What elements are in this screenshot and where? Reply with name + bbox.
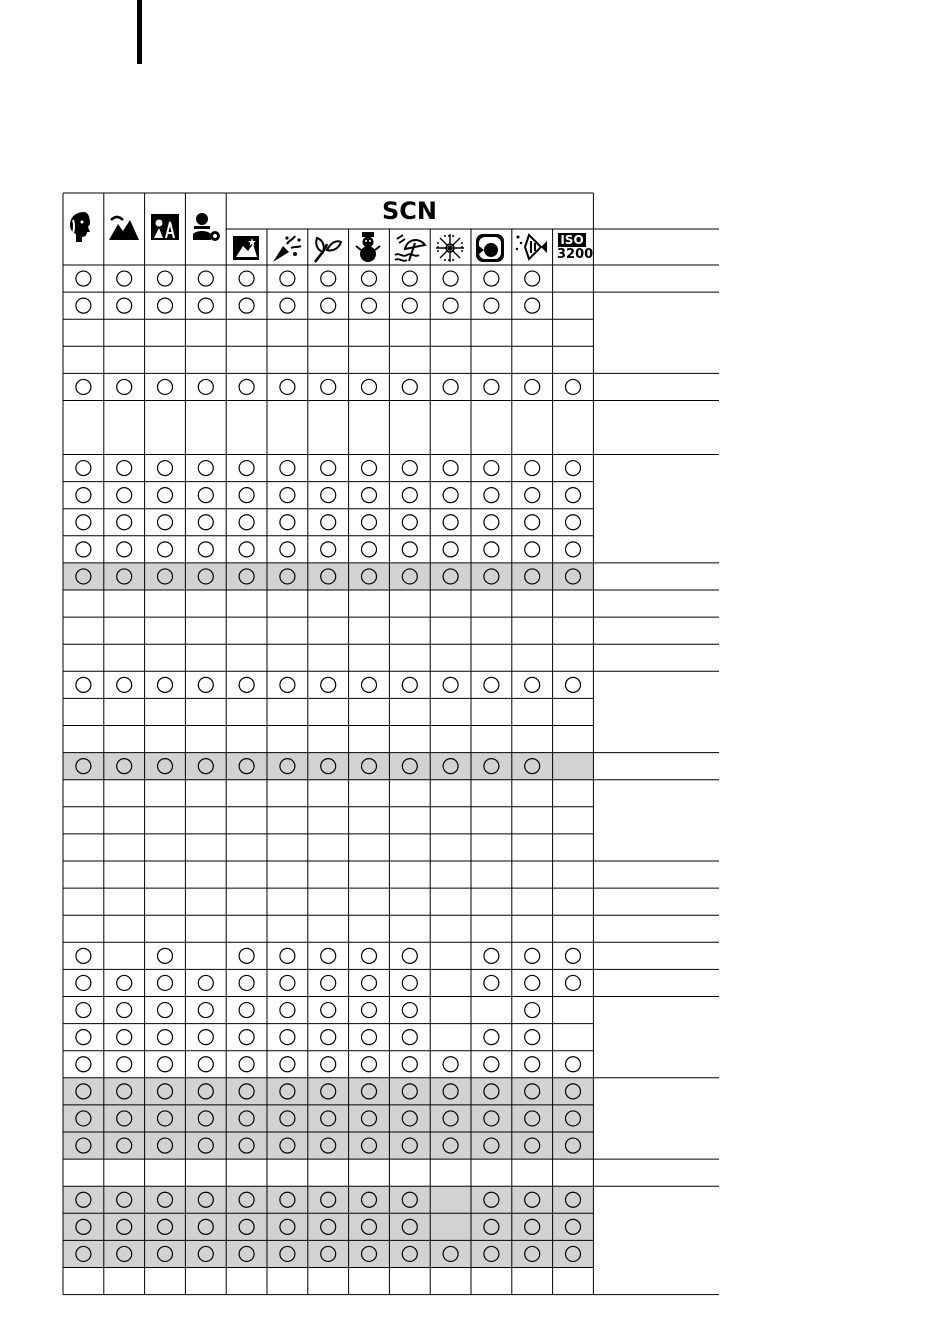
compatible-mark xyxy=(443,379,458,394)
compatible-mark xyxy=(239,1030,254,1045)
compatible-mark xyxy=(525,677,540,692)
compatible-mark xyxy=(362,461,377,476)
compatible-mark xyxy=(525,461,540,476)
compatible-mark xyxy=(484,461,499,476)
compatible-mark xyxy=(280,298,295,313)
compatible-mark xyxy=(362,677,377,692)
compatible-mark xyxy=(198,488,213,503)
compatible-mark xyxy=(484,948,499,963)
compatible-mark xyxy=(566,542,581,557)
compatible-mark xyxy=(158,948,173,963)
compatible-mark xyxy=(321,298,336,313)
compatible-mark xyxy=(280,1003,295,1018)
compatible-mark xyxy=(117,1003,132,1018)
compatible-mark xyxy=(280,488,295,503)
fireworks-icon xyxy=(476,234,504,262)
compatible-mark xyxy=(484,975,499,990)
compatible-mark xyxy=(321,1030,336,1045)
portrait-icon xyxy=(70,212,90,242)
compatible-mark xyxy=(76,1003,91,1018)
compatible-mark xyxy=(362,1057,377,1072)
compatible-mark xyxy=(525,515,540,530)
compatible-mark xyxy=(76,271,91,286)
compatible-mark xyxy=(239,948,254,963)
compatible-mark xyxy=(239,515,254,530)
compatible-mark xyxy=(362,948,377,963)
compatible-mark xyxy=(362,542,377,557)
compatible-mark xyxy=(76,461,91,476)
compatible-mark xyxy=(239,488,254,503)
compatible-mark xyxy=(402,515,417,530)
compatible-mark xyxy=(76,1030,91,1045)
compatible-mark xyxy=(566,379,581,394)
compatible-mark xyxy=(484,542,499,557)
compatible-mark xyxy=(198,677,213,692)
compatible-mark xyxy=(158,542,173,557)
compatible-mark xyxy=(239,298,254,313)
compatible-mark xyxy=(443,515,458,530)
compatible-mark xyxy=(158,1003,173,1018)
compatible-mark xyxy=(484,271,499,286)
compatible-mark xyxy=(321,379,336,394)
compatible-mark xyxy=(76,975,91,990)
compatible-mark xyxy=(402,271,417,286)
compatible-mark xyxy=(239,1057,254,1072)
beach-icon xyxy=(395,235,425,261)
compatible-mark xyxy=(362,379,377,394)
compatible-mark xyxy=(525,379,540,394)
compatible-mark xyxy=(443,298,458,313)
compatible-mark xyxy=(158,677,173,692)
compatible-mark xyxy=(525,1003,540,1018)
compatible-mark xyxy=(321,461,336,476)
shaded-row xyxy=(63,1105,593,1132)
compatible-mark xyxy=(321,677,336,692)
compatible-mark xyxy=(280,379,295,394)
shaded-row xyxy=(63,1078,593,1105)
compatible-mark xyxy=(239,1003,254,1018)
compatible-mark xyxy=(158,515,173,530)
compatible-mark xyxy=(362,271,377,286)
compatible-mark xyxy=(321,271,336,286)
compatible-mark xyxy=(158,379,173,394)
compatible-mark xyxy=(321,975,336,990)
aquarium-icon xyxy=(516,235,547,259)
compatible-mark xyxy=(76,298,91,313)
night-snapshot-icon xyxy=(233,236,259,260)
compatible-mark xyxy=(362,298,377,313)
compatible-mark xyxy=(76,379,91,394)
compatible-mark xyxy=(76,1057,91,1072)
compatible-mark xyxy=(198,515,213,530)
compatible-mark xyxy=(321,488,336,503)
compatible-mark xyxy=(566,975,581,990)
compatible-mark xyxy=(76,515,91,530)
compatible-mark xyxy=(198,379,213,394)
compatible-mark xyxy=(402,948,417,963)
compatible-mark xyxy=(239,379,254,394)
kids-pets-icon xyxy=(151,214,179,240)
snow-icon xyxy=(356,232,380,262)
compatible-mark xyxy=(117,271,132,286)
compatible-mark xyxy=(484,379,499,394)
compatible-mark xyxy=(525,948,540,963)
compatible-mark xyxy=(117,1030,132,1045)
compatible-mark xyxy=(117,298,132,313)
compatible-mark xyxy=(198,975,213,990)
compatible-mark xyxy=(158,298,173,313)
compatible-mark xyxy=(117,542,132,557)
compatible-mark xyxy=(566,677,581,692)
compatible-mark xyxy=(484,298,499,313)
compatible-mark xyxy=(402,542,417,557)
compatible-mark xyxy=(117,515,132,530)
sunset-icon xyxy=(436,234,464,262)
compatible-mark xyxy=(76,677,91,692)
compatible-mark xyxy=(198,1030,213,1045)
compatible-mark xyxy=(321,1003,336,1018)
compatible-mark xyxy=(239,271,254,286)
compatible-mark xyxy=(198,1003,213,1018)
shaded-row xyxy=(63,1213,593,1240)
compatible-mark xyxy=(117,677,132,692)
compatible-mark xyxy=(362,515,377,530)
compatible-mark xyxy=(239,542,254,557)
shaded-row xyxy=(63,1186,593,1213)
compatible-mark xyxy=(198,542,213,557)
compatible-mark xyxy=(198,271,213,286)
compatible-mark xyxy=(321,542,336,557)
compatible-mark xyxy=(566,515,581,530)
compatible-mark xyxy=(280,542,295,557)
compatible-mark xyxy=(525,1030,540,1045)
compatible-mark xyxy=(362,975,377,990)
compatible-mark xyxy=(566,1057,581,1072)
party-indoor-icon xyxy=(273,236,301,262)
compatible-mark xyxy=(402,298,417,313)
compatible-mark xyxy=(402,1030,417,1045)
compatible-mark xyxy=(239,975,254,990)
iso-label: ISO xyxy=(558,233,586,247)
compatible-mark xyxy=(321,515,336,530)
compatible-mark xyxy=(443,542,458,557)
compatible-mark xyxy=(402,488,417,503)
compatible-mark xyxy=(239,677,254,692)
compatible-mark xyxy=(402,677,417,692)
shaded-row xyxy=(63,1132,593,1159)
compatible-mark xyxy=(484,488,499,503)
compatible-mark xyxy=(117,1057,132,1072)
scn-header-label: SCN xyxy=(382,197,437,225)
compatible-mark xyxy=(525,298,540,313)
compatible-mark xyxy=(402,379,417,394)
compatible-mark xyxy=(321,1057,336,1072)
compatible-mark xyxy=(158,1030,173,1045)
compatible-mark xyxy=(362,1003,377,1018)
compatible-mark xyxy=(566,488,581,503)
iso-value: 3200 xyxy=(557,247,594,262)
compatible-mark xyxy=(117,975,132,990)
compatible-mark xyxy=(158,271,173,286)
compatible-mark xyxy=(443,677,458,692)
compatible-mark xyxy=(158,488,173,503)
compatible-mark xyxy=(117,379,132,394)
shaded-row xyxy=(63,563,593,590)
compatible-mark xyxy=(362,488,377,503)
compatible-mark xyxy=(280,271,295,286)
compatible-mark xyxy=(484,1030,499,1045)
iso-3200-icon xyxy=(557,233,594,263)
compatible-mark xyxy=(525,271,540,286)
foliage-icon xyxy=(315,238,341,262)
compatible-mark xyxy=(321,948,336,963)
compatible-mark xyxy=(525,542,540,557)
face-self-timer-icon xyxy=(193,213,220,241)
compatible-mark xyxy=(280,677,295,692)
shaded-row xyxy=(63,753,593,780)
compatible-mark xyxy=(280,948,295,963)
compatible-mark xyxy=(280,1057,295,1072)
compatible-mark xyxy=(158,1057,173,1072)
compatible-mark xyxy=(362,1030,377,1045)
compatible-mark xyxy=(484,515,499,530)
compatible-mark xyxy=(280,515,295,530)
compatible-mark xyxy=(443,271,458,286)
compatible-mark xyxy=(117,461,132,476)
compatible-mark xyxy=(158,975,173,990)
compatible-mark xyxy=(402,1003,417,1018)
compatible-mark xyxy=(566,948,581,963)
compatible-mark xyxy=(525,488,540,503)
landscape-icon xyxy=(109,217,139,240)
shaded-row xyxy=(63,1240,593,1267)
compatible-mark xyxy=(402,1057,417,1072)
compatible-mark xyxy=(443,488,458,503)
compatible-mark xyxy=(566,461,581,476)
compatible-mark xyxy=(280,975,295,990)
compatible-mark xyxy=(280,461,295,476)
compatible-mark xyxy=(484,1057,499,1072)
compatible-mark xyxy=(484,677,499,692)
compatible-mark xyxy=(402,461,417,476)
compatible-mark xyxy=(76,948,91,963)
compatible-mark xyxy=(158,461,173,476)
compatible-mark xyxy=(443,461,458,476)
compatible-mark xyxy=(402,975,417,990)
compatible-mark xyxy=(198,461,213,476)
compatible-mark xyxy=(76,488,91,503)
compatible-mark xyxy=(117,488,132,503)
compatible-mark xyxy=(525,1057,540,1072)
compatible-mark xyxy=(198,1057,213,1072)
compatible-mark xyxy=(239,461,254,476)
compatible-mark xyxy=(198,298,213,313)
compatible-mark xyxy=(443,1057,458,1072)
compatible-mark xyxy=(280,1030,295,1045)
compatible-mark xyxy=(76,542,91,557)
compatible-mark xyxy=(525,975,540,990)
